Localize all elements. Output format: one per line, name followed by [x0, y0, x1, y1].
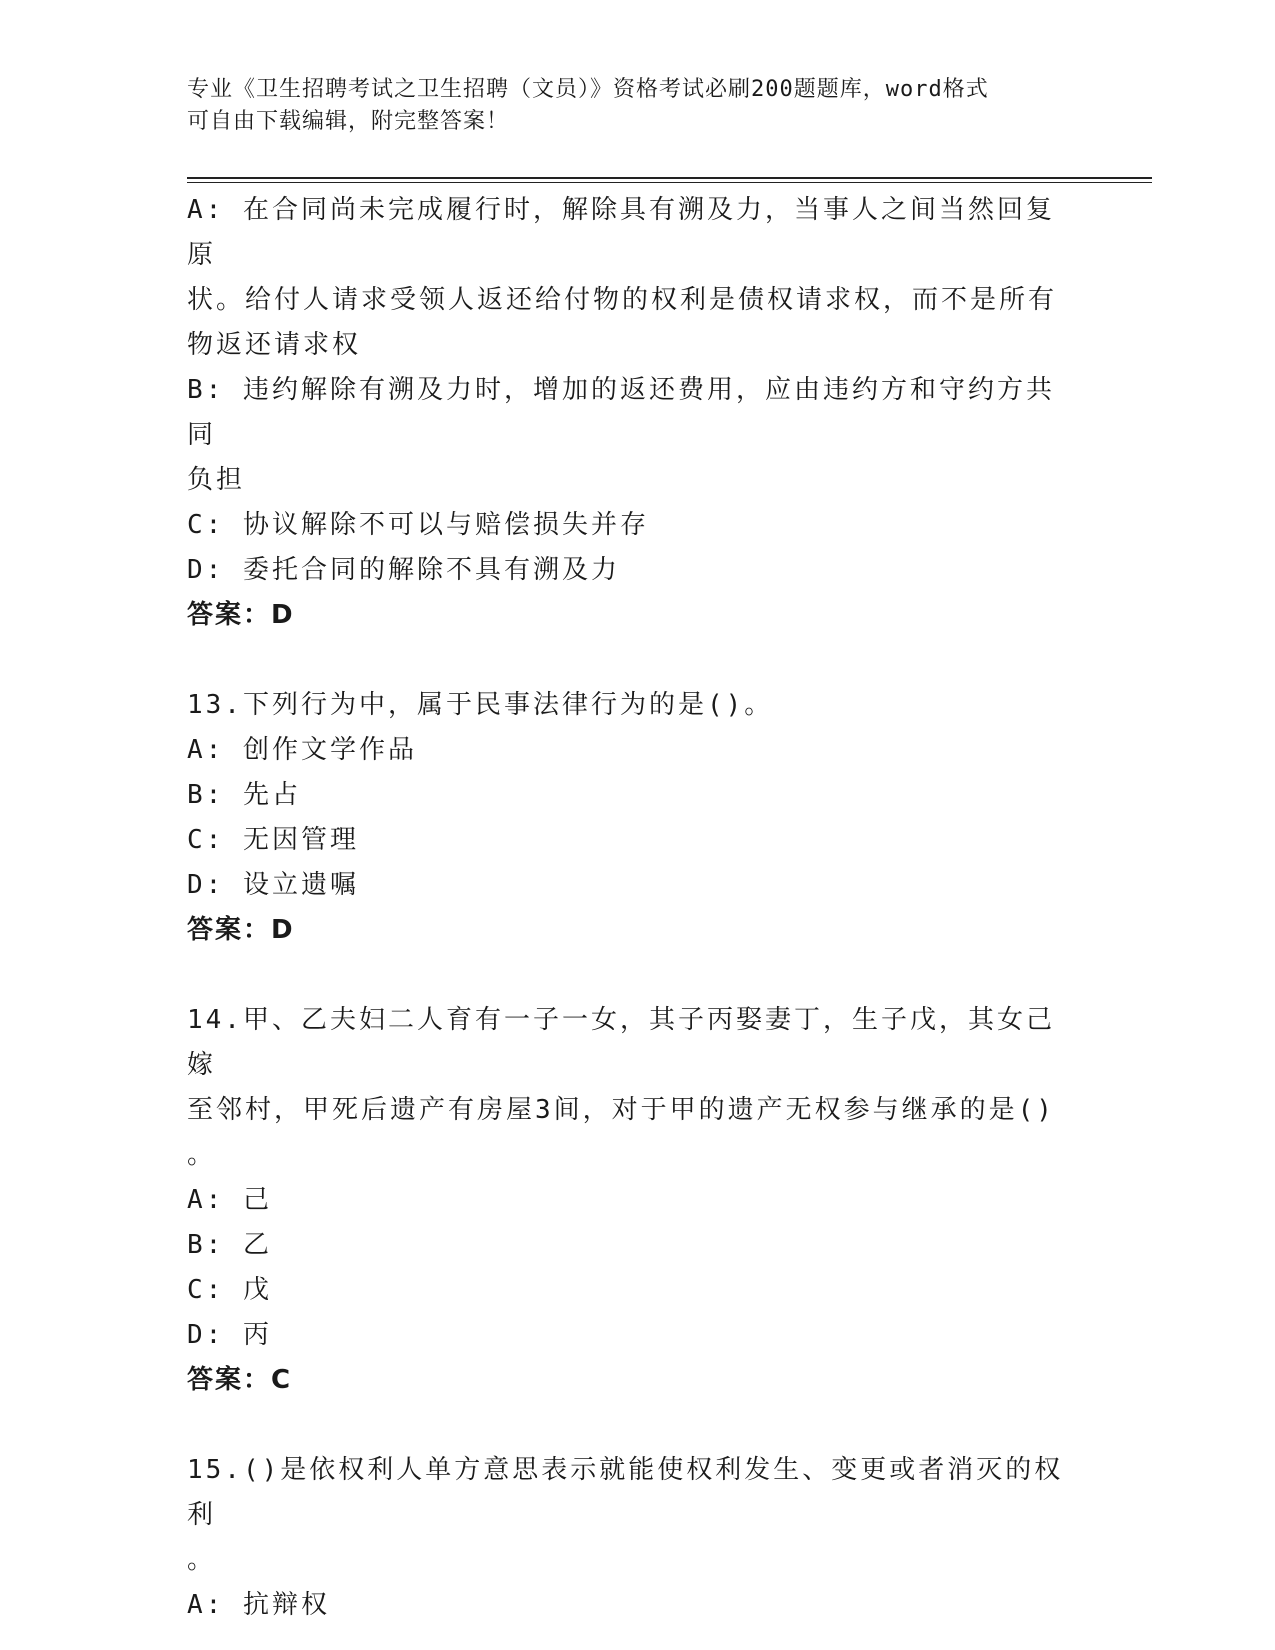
option-b: B: 乙 [187, 1230, 272, 1260]
question-14-block [187, 998, 1067, 1403]
question-13-block [187, 683, 1067, 953]
question-15-block [187, 1448, 1067, 1628]
option-b: B: 先占 [187, 780, 301, 810]
spacer [187, 1403, 1067, 1448]
option-b: B: 违约解除有溯及力时，增加的返还费用，应由违约方和守约方共同 [187, 375, 1055, 450]
option-a-continued: 状。给付人请求受领人返还给付物的权利是债权请求权，而不是所有 [187, 285, 1058, 315]
answer-label: 答案：D [187, 915, 295, 945]
spacer [187, 638, 1067, 683]
question-12-block [187, 188, 1067, 638]
option-d: D: 委托合同的解除不具有溯及力 [187, 555, 620, 585]
option-a: A: 抗辩权 [187, 1590, 330, 1620]
option-d: D: 丙 [187, 1320, 272, 1350]
question-stem-continued: 。 [187, 1140, 217, 1170]
answer-label: 答案：D [187, 600, 295, 630]
question-stem: 14.甲、乙夫妇二人育有一子一女，其子丙娶妻丁，生子戊，其女己嫁 [187, 1005, 1055, 1080]
option-a-continued: 物返还请求权 [187, 330, 362, 360]
header-divider-thick [187, 177, 1152, 179]
option-c: C: 协议解除不可以与赔偿损失并存 [187, 510, 649, 540]
option-a: A: 己 [187, 1185, 272, 1215]
header-divider-thin [187, 182, 1152, 183]
question-list [187, 188, 1067, 1628]
answer-label: 答案：C [187, 1365, 293, 1395]
question-stem-continued: 至邻村，甲死后遗产有房屋3间，对于甲的遗产无权参与继承的是() [187, 1095, 1055, 1125]
option-d: D: 设立遗嘱 [187, 870, 359, 900]
document-header [187, 74, 1067, 138]
option-b-continued: 负担 [187, 465, 246, 495]
question-stem-continued: 。 [187, 1545, 217, 1575]
option-c: C: 无因管理 [187, 825, 359, 855]
option-c: C: 戊 [187, 1275, 272, 1305]
header-line-2: 可自由下载编辑，附完整答案！ [187, 109, 510, 134]
question-stem: 13.下列行为中，属于民事法律行为的是()。 [187, 690, 774, 720]
spacer [187, 953, 1067, 998]
option-a: A: 在合同尚未完成履行时，解除具有溯及力，当事人之间当然回复原 [187, 195, 1055, 270]
header-line-1: 专业《卫生招聘考试之卫生招聘（文员）》资格考试必刷200题题库，word格式 [187, 77, 989, 102]
option-a: A: 创作文学作品 [187, 735, 417, 765]
question-stem: 15.()是依权利人单方意思表示就能使权利发生、变更或者消灭的权利 [187, 1455, 1064, 1530]
